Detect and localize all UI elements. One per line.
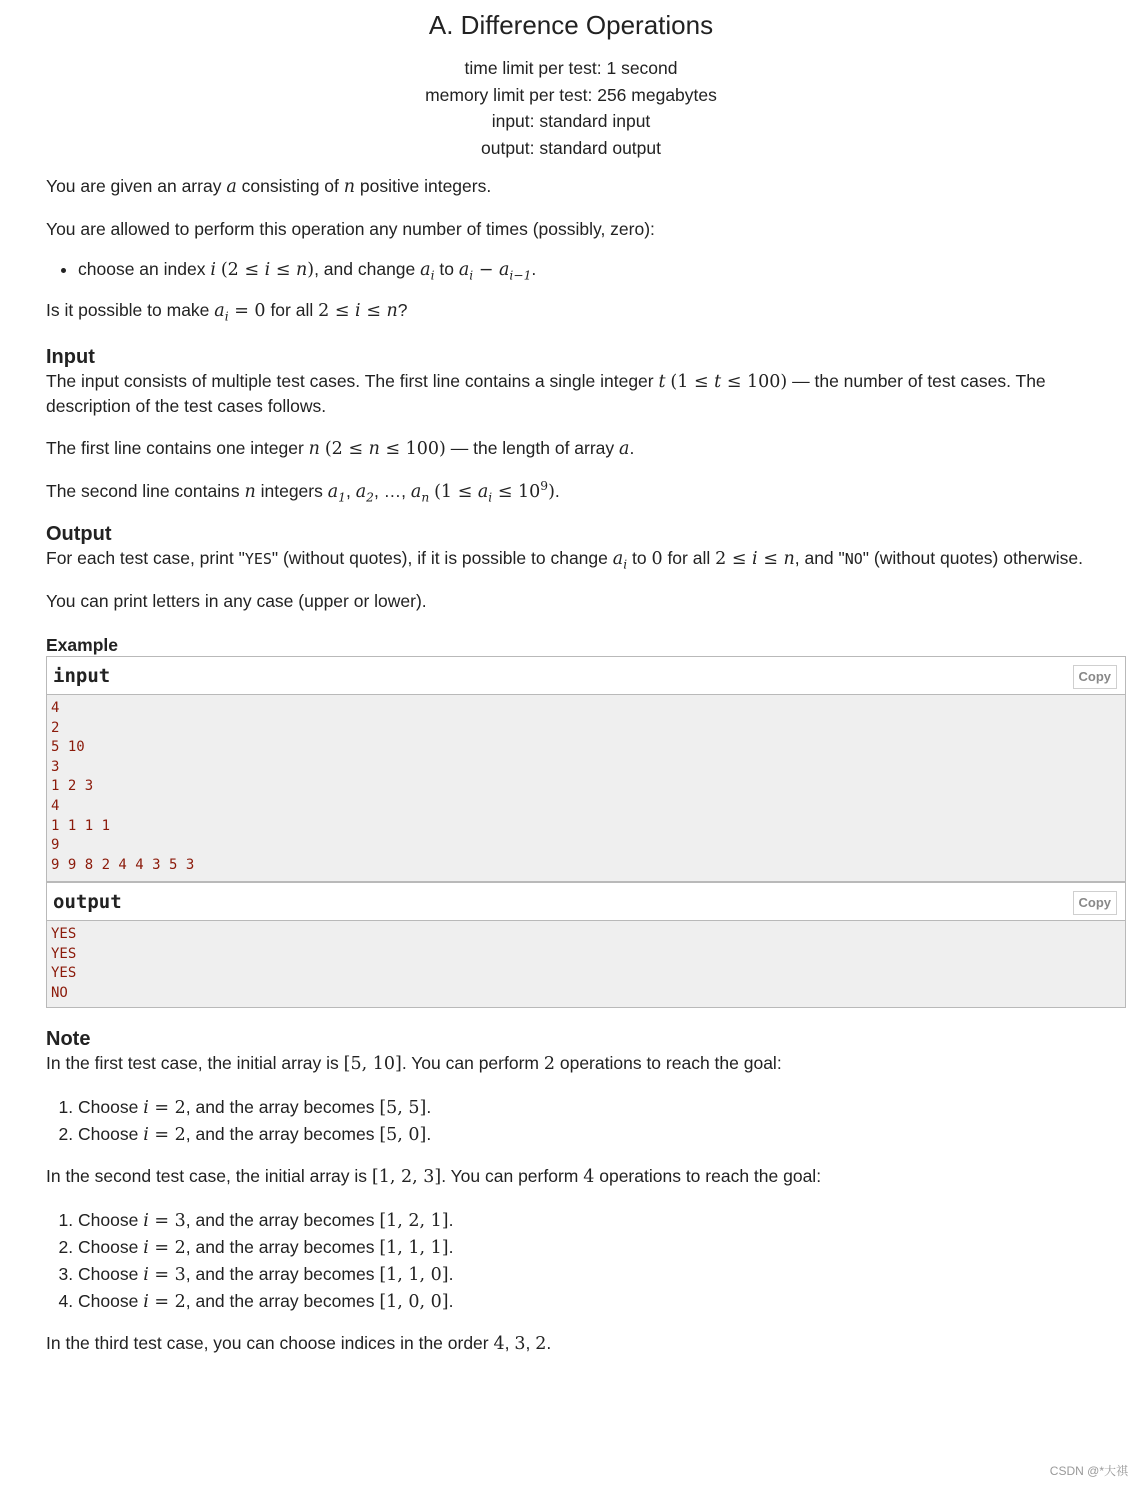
output-heading: Output	[46, 523, 112, 545]
note-paragraph: In the second test case, the initial array is [1, 2, 3]. You can perform 4 operations to reach the goal:	[46, 1166, 822, 1187]
example-section	[46, 634, 1126, 1008]
problem-title: A. Difference Operations	[428, 10, 714, 40]
output-box	[46, 882, 1126, 1008]
note-paragraph: In the first test case, the initial array is [5, 10]. You can perform 2 operations to reach the goal:	[46, 1053, 782, 1074]
note-paragraph: In the third test case, you can choose indices in the order 4, 3, 2.	[46, 1333, 552, 1354]
output-box-header	[47, 883, 1125, 921]
input-spec: input: standard input	[491, 111, 651, 131]
output-paragraph: You can print letters in any case (upper or lower).	[46, 591, 427, 611]
input-paragraph: The second line contains n integers $a_1$, $a_2$, …, $a_n$ $(1 \le a_i \le 10^9)$.	[46, 479, 560, 505]
example-heading: Example	[46, 635, 118, 655]
memory-limit: memory limit per test: 256 megabytes	[425, 84, 717, 105]
note-steps-second	[46, 1207, 1126, 1315]
list-item: 1. Choose i = 3, and the array becomes [1, 2, 1].	[78, 1207, 1126, 1234]
input-section	[46, 345, 1126, 504]
list-item: 2. Choose i = 2, and the array becomes [5, 0].	[78, 1121, 1126, 1148]
input-box-title: input	[53, 665, 111, 687]
list-item: 4. Choose i = 2, and the array becomes [1, 0, 0].	[78, 1288, 1126, 1315]
input-heading: Input	[46, 346, 95, 368]
note-section	[46, 1027, 1126, 1356]
input-sample: 4 2 5 10 3 1 2 3 4 1 1 1 1 9 9 9 8 2 4 4 3 5 3	[51, 700, 195, 873]
output-spec: output: standard output	[481, 137, 661, 158]
output-box-title: output	[53, 891, 122, 913]
copy-input-button[interactable]: Copy	[1073, 665, 1118, 689]
watermark: CSDN @*大祺	[1049, 1464, 1128, 1478]
statement-paragraph: You are allowed to perform this operation any number of times (possibly, zero):	[46, 219, 655, 239]
list-item: • choose an index i (2 ≤ i ≤ n), and change $a_i$ to $a_i - a_{i-1}$.	[78, 259, 1126, 280]
note-steps-first	[46, 1094, 1126, 1148]
input-paragraph: The first line contains one integer n (2 ≤ n ≤ 100) — the length of array a.	[46, 438, 635, 459]
operation-list	[46, 259, 1126, 283]
input-box-header	[47, 657, 1125, 695]
copy-output-button[interactable]: Copy	[1073, 891, 1118, 915]
output-paragraph: For each test case, print "YES" (without quotes), if it is possible to change $a_i$ to 0 for all 2 ≤ i ≤ n, and "NO" (without quotes) otherwise.	[46, 548, 1083, 572]
list-item: 3. Choose i = 3, and the array becomes [1, 1, 0].	[78, 1261, 1126, 1288]
note-heading: Note	[46, 1028, 91, 1050]
legend-statement	[46, 174, 1126, 323]
output-section	[46, 522, 1126, 613]
statement-paragraph: You are given an array a consisting of n positive integers.	[46, 176, 492, 197]
statement-question: Is it possible to make $a_i = 0$ for all 2 ≤ i ≤ n?	[46, 300, 408, 324]
output-sample: YES YES YES NO	[51, 926, 77, 1001]
input-paragraph: The input consists of multiple test cases. The first line contains a single integer t (1 ≤ t ≤ 100) — the number of test cases. The description of the test cases follows.	[46, 371, 1046, 416]
list-item: 1. Choose i = 2, and the array becomes [5, 5].	[78, 1094, 1126, 1121]
list-item: 2. Choose i = 2, and the array becomes [1, 1, 1].	[78, 1234, 1126, 1261]
problem-header	[0, 0, 1142, 161]
input-box	[46, 656, 1126, 882]
time-limit: time limit per test: 1 second	[464, 58, 678, 78]
